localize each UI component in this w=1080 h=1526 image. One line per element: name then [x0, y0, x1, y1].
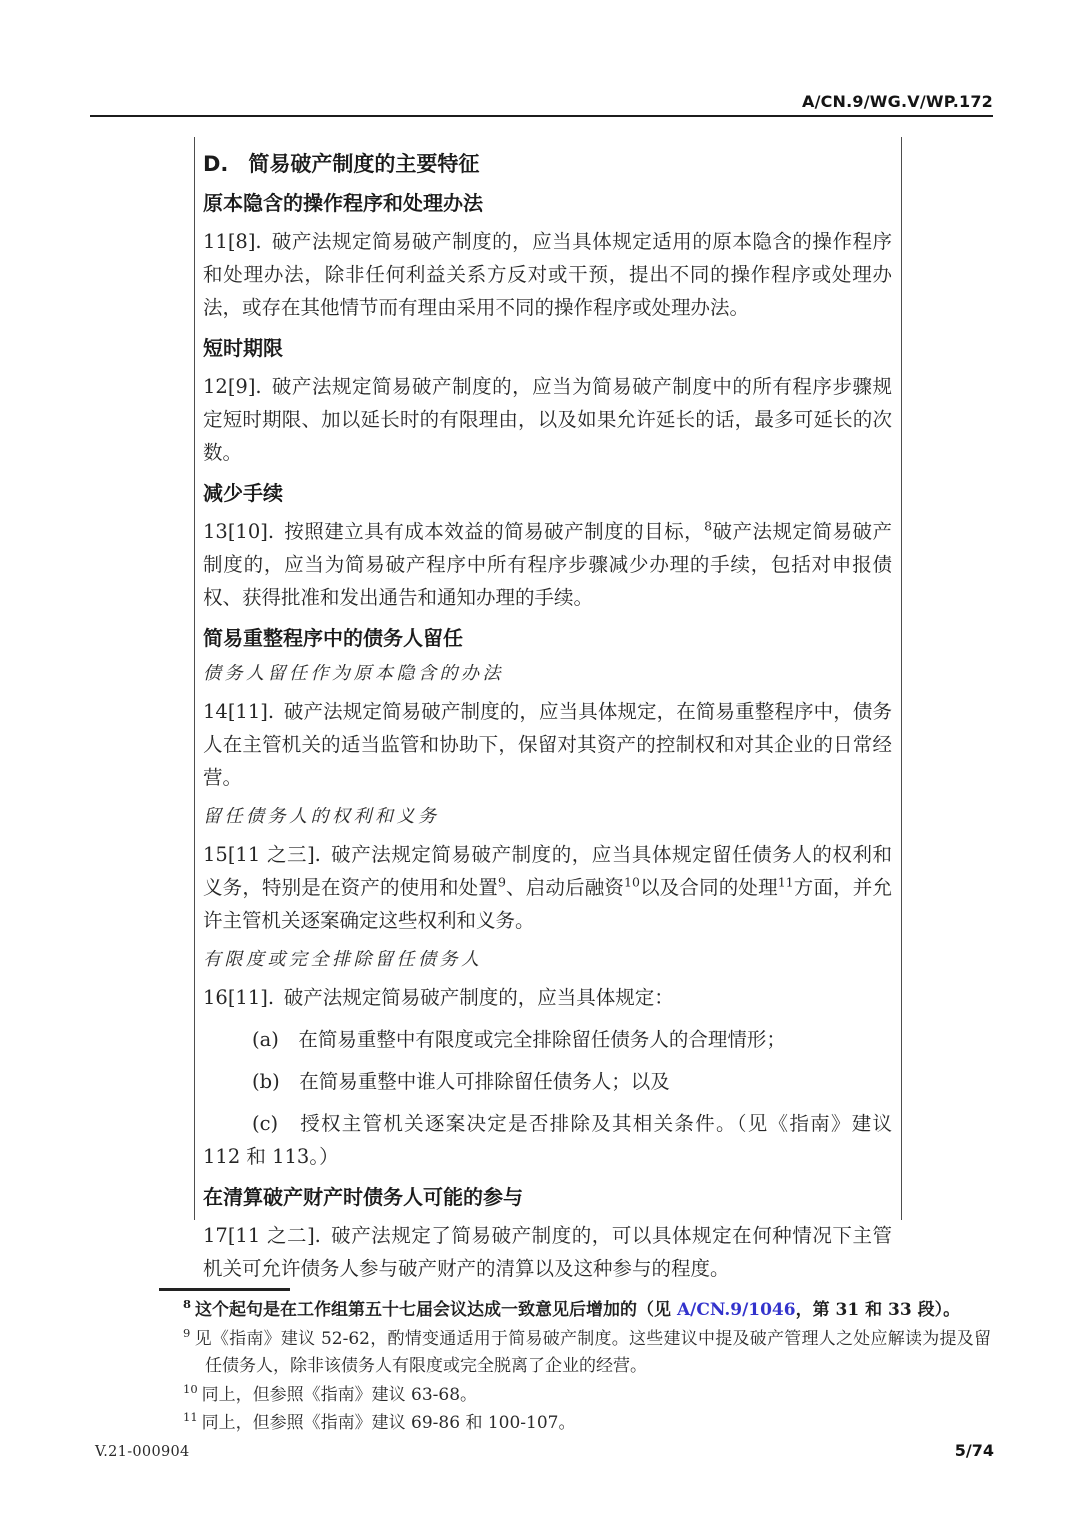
footnote-11-number: 11: [183, 1410, 198, 1425]
paragraph-15-text: 15[11 之三]. 破产法规定简易破产制度的，应当具体规定留任债务人的权利和义务，特别是在资产的使用和处置: [203, 843, 892, 899]
paragraph-16-item-b: (b) 在简易重整中谁人可排除留任债务人；以及: [252, 1070, 670, 1093]
footnote-separator: [159, 1288, 290, 1291]
footnote-8-number: 8: [183, 1297, 192, 1312]
heading-reduce-formalities: 减少手续: [203, 481, 283, 505]
paragraph-15-text-2: 、启动后融资: [505, 876, 625, 899]
job-number: V.21-000904: [95, 1444, 190, 1460]
heading-short-period: 短时期限: [203, 336, 283, 360]
paragraph-15: [203, 838, 892, 937]
footnote-8-text-cont: ，第 31 和 33 段）。: [795, 1300, 961, 1320]
heading-debtor-in-possession: 简易重整程序中的债务人留任: [203, 626, 463, 650]
footnote-9: [183, 1326, 991, 1381]
paragraph-12: 12[9]. 破产法规定简易破产制度的，应当为简易破产制度中的所有程序步骤规定短时期限、加以延长时的有限理由，以及如果允许延长的话，最多可延长的次数。: [203, 375, 892, 464]
footnote-8: [183, 1297, 991, 1325]
footnote-9-text: 见《指南》建议 52-62，酌情变通适用于简易破产制度。这些建议中提及破产管理人之处应解读为提及留任债务人，除非该债务人有限度或完全脱离了企业的经营。: [194, 1328, 991, 1376]
paragraph-16-item-c: (c) 授权主管机关逐案决定是否排除及其相关条件。（见《指南》建议 112 和 113。）: [203, 1112, 892, 1168]
paragraph-14: 14[11]. 破产法规定简易破产制度的，应当具体规定，在简易重整程序中，债务人在主管机关的适当监管和协助下，保留对其资产的控制权和对其企业的日常经营。: [203, 700, 892, 789]
paragraph-11: 11[8]. 破产法规定简易破产制度的，应当具体规定适用的原本隐含的操作程序和处理办法，除非任何利益关系方反对或干预，提出不同的操作程序或处理办法，或存在其他情节而有理由采用不同的操作程序或处理办法。: [203, 230, 892, 319]
heading-liquidation-participation: 在清算破产财产时债务人可能的参与: [203, 1185, 523, 1209]
paragraph-17: 17[11 之二]. 破产法规定了简易破产制度的，可以具体规定在何种情况下主管机关可允许债务人参与破产财产的清算以及这种参与的程度。: [203, 1224, 892, 1280]
paragraph-13-text: 13[10]. 按照建立具有成本效益的简易破产制度的目标，: [203, 520, 705, 543]
section-label: D.: [203, 152, 229, 176]
footnote-11-text: 同上，但参照《指南》建议 69-86 和 100-107。: [201, 1413, 576, 1433]
footnote-ref-9: 9: [497, 874, 506, 890]
footnote-11: [183, 1410, 991, 1438]
footnote-ref-11: 11: [777, 874, 794, 890]
footnote-10: [183, 1382, 991, 1410]
subheading-rights-obligations: 留任债务人的权利和义务: [203, 806, 440, 827]
footnote-8-text: 这个起句是在工作组第五十七届会议达成一致意见后增加的（见: [195, 1300, 677, 1320]
paragraph-15-text-4: 方面，并允许主管机关逐案确定这些权利和义务。: [203, 876, 892, 932]
paragraph-16-item-a: (a) 在简易重整中有限度或完全排除留任债务人的合理情形；: [252, 1028, 786, 1051]
paragraph-13: [203, 515, 892, 614]
paragraph-13-text-cont: 破产法规定简易破产制度的，应当为简易破产程序中所有程序步骤减少办理的手续，包括对申报债权、获得批准和发出通告和通知办理的手续。: [203, 520, 892, 609]
section-heading: [203, 148, 892, 178]
paragraph-15-text-3: 以及合同的处理: [639, 876, 778, 899]
footnotes-block: [183, 1297, 991, 1439]
page-number: 5/74: [954, 1441, 994, 1460]
subheading-displacement: 有限度或完全排除留任债务人: [203, 949, 483, 970]
section-title: 简易破产制度的主要特征: [248, 152, 480, 176]
content-column: [194, 137, 902, 1280]
header-rule: [90, 115, 993, 117]
heading-default-procedure: 原本隐含的操作程序和处理办法: [203, 191, 483, 215]
footnote-ref-8: 8: [704, 518, 713, 534]
footnote-8-document-link[interactable]: A/CN.9/1046: [676, 1300, 796, 1320]
footnote-ref-10: 10: [624, 874, 640, 890]
paragraph-16-intro: 16[11]. 破产法规定简易破产制度的，应当具体规定：: [203, 986, 674, 1009]
subheading-dip-default: 债务人留任作为原本隐含的办法: [203, 663, 504, 684]
footnote-10-number: 10: [183, 1381, 198, 1396]
footnote-9-number: 9: [183, 1325, 191, 1340]
footnote-10-text: 同上，但参照《指南》建议 63-68。: [201, 1384, 478, 1405]
document-symbol: A/CN.9/WG.V/WP.172: [801, 92, 993, 111]
